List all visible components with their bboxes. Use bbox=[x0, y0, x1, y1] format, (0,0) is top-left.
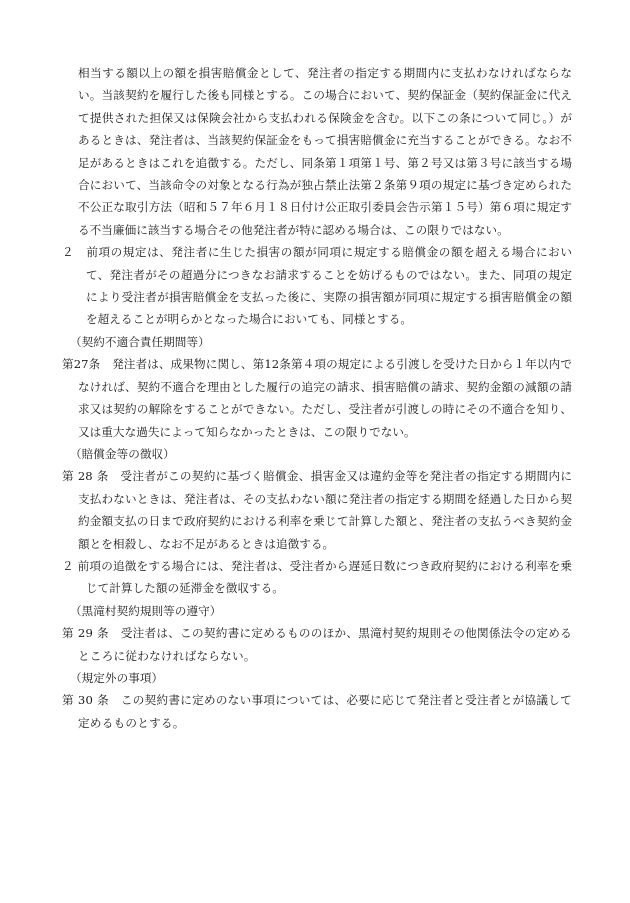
article-28 bbox=[62, 465, 572, 555]
contract-text bbox=[62, 62, 572, 734]
article-text: 受注者がこの契約に基づく賠償金、損害金又は違約金等を発注者の指定する期間内に支払わないときは、発注者は、その支払わない額に発注者の指定する期間を経過した日から契約金額支払の日まで政府契約における利率を乗じて計算した額と、発注者の支払うべき契約金額とを相殺し、なお不足があるときは追徴する。 bbox=[78, 469, 572, 551]
article-30-heading: （規定外の事項） bbox=[70, 670, 164, 685]
paragraph-text: 前項の規定は、発注者に生じた損害の額が同項に規定する賠償金の額を超える場合において、発注者がその超過分につきなお請求することを妨げるものではない。また、同項の規定により受注者が損害賠償金を支払った後に、実際の損害額が同項に規定する損害賠償金の額を超えることが明らかとなった場合においても、同様とする。 bbox=[86, 245, 572, 327]
article-number: 第27条 bbox=[62, 357, 113, 372]
article-text: 発注者は、成果物に関し、第12条第４項の規定による引渡しを受けた日から１年以内でなければ、契約不適合を理由とした履行の追完の請求、損害賠償の請求、契約金額の減額の請求又は契約の解除をすることができない。ただし、受注者が引渡しの時にその不適合を知り、又は重大な過失によって知らなかったときは、この限りでない。 bbox=[78, 357, 572, 439]
paragraph-2 bbox=[62, 241, 572, 331]
paragraph-number: ２ bbox=[62, 558, 78, 573]
article-text: 受注者は、この契約書に定めるもののほか、黒滝村契約規則その他関係法令の定めるところに従わなければならない。 bbox=[78, 626, 572, 663]
article-29-heading: （黒滝村契約規則等の遵守） bbox=[70, 603, 222, 618]
article-27 bbox=[62, 353, 572, 443]
continued-paragraph: 相当する額以上の額を損害賠償金として、発注者の指定する期間内に支払わなければならない。当該契約を履行した後も同様とする。この場合において、契約保証金（契約保証金に代えて提供された担保又は保険会社から支払われる保険金を含む。以下この条について同じ。）があるときは、発注者は、当該契約保証金をもって損害賠償金に充当することができる。なお不足があるときはこれを追徴する。ただし、同条第１項第１号、第２号又は第３号に該当する場合において、当該命令の対象となる行為が独占禁止法第２条第９項の規定に基づき定められた不公正な取引方法（昭和５７年６月１８日付け公正取引委員会告示第１５号）第６項に規定する不当廉価に該当する場合その他発注者が特に認める場合は、この限りではない。 bbox=[78, 66, 572, 237]
article-30 bbox=[62, 689, 572, 734]
article-number: 第 28 条 bbox=[62, 469, 121, 484]
article-28-paragraph-2 bbox=[62, 555, 572, 600]
article-28-heading: （賠償金等の徴収） bbox=[70, 446, 175, 461]
paragraph-number: ２ bbox=[62, 245, 87, 260]
article-27-heading: （契約不適合責任期間等） bbox=[70, 334, 210, 349]
article-number: 第 29 条 bbox=[62, 626, 121, 641]
article-number: 第 30 条 bbox=[62, 693, 121, 708]
paragraph-text: 前項の追徴をする場合には、発注者は、受注者から遅延日数につき政府契約における利率を乗じて計算した額の延滞金を徴収する。 bbox=[77, 558, 572, 596]
article-29 bbox=[62, 622, 572, 667]
article-text: この契約書に定めのない事項については、必要に応じて発注者と受注者とが協議して定めるものとする。 bbox=[78, 693, 572, 730]
